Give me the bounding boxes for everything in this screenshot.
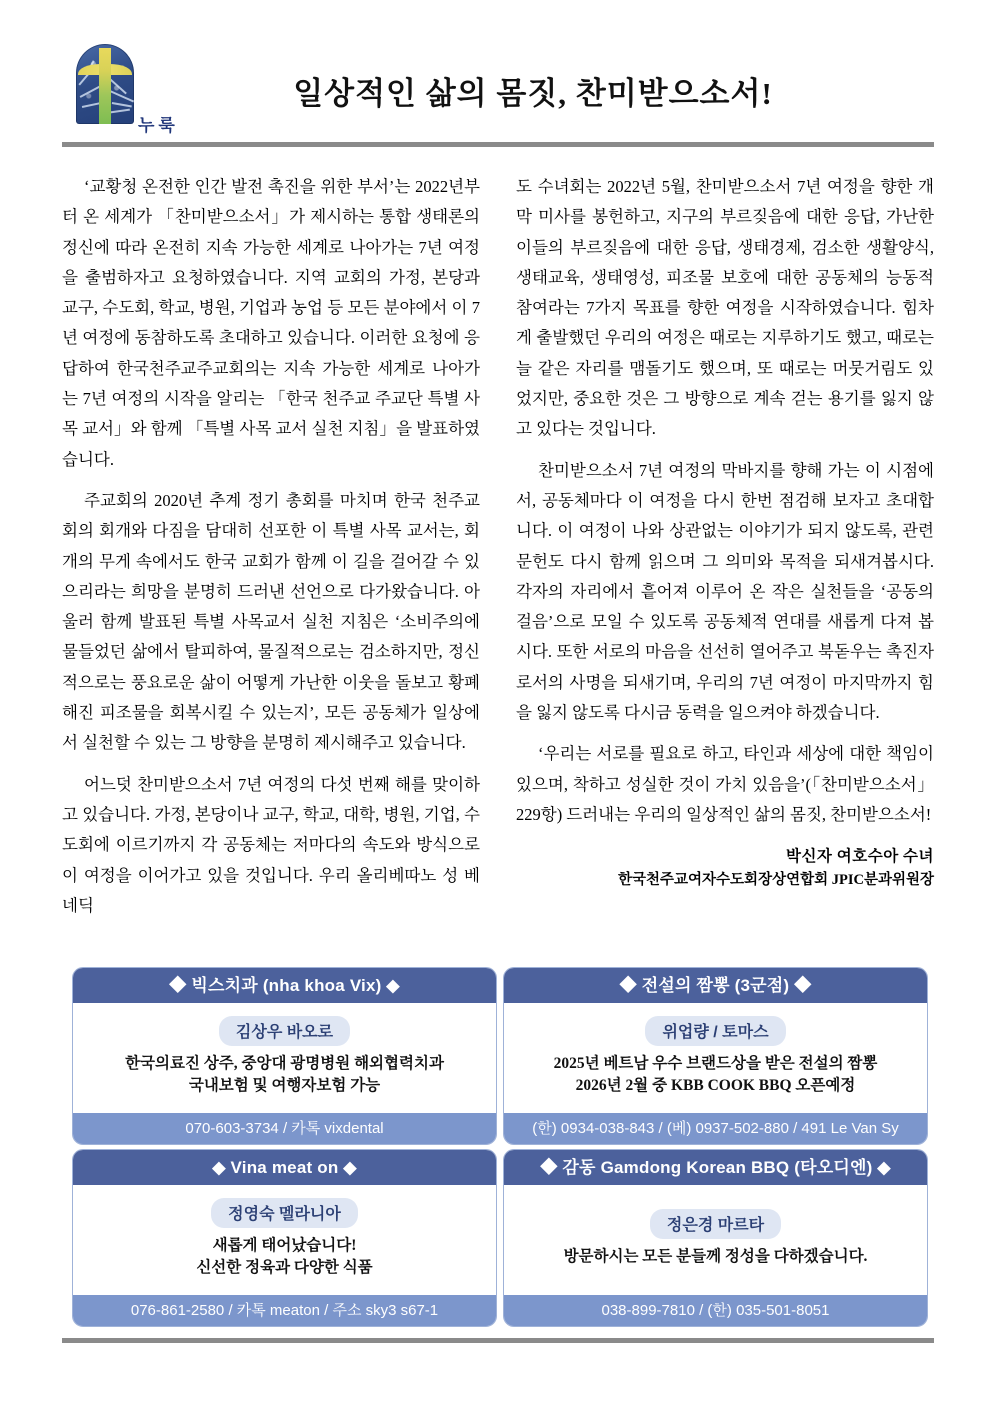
left-column xyxy=(62,172,480,932)
byline xyxy=(516,844,934,889)
ad-title: ◆ 빅스치과 (nha khoa Vix) ◆ xyxy=(73,968,496,1003)
right-column xyxy=(516,172,934,932)
paragraph: 주교회의 2020년 추계 정기 총회를 마치며 한국 천주교회의 회개와 다짐을 담대히 선포한 이 특별 사목 교서는, 회개의 무게 속에서도 한국 교회가 함께 이 길을 걸어갈 수 있으리라는 희망을 분명히 드러낸 선언으로 다가왔습니다. 아울러 함께 발표된 특별 사목교서 실천 지침은 ‘소비주의에 물들었던 삶에서 탈피하여, 물질적으로는 검소하지만, 정신적으로는 풍요로운 삶이 어떻게 가난한 이웃을 돌보고 황폐해진 피조물을 회복시킬 수 있는지’, 모든 공동체가 일상에서 실천할 수 있는 그 방향을 분명히 제시해주고 있습니다. xyxy=(62,490,480,753)
ad-contact-name-badge: 김상우 바오로 xyxy=(219,1016,350,1046)
page-title: 일상적인 삶의 몸짓, 찬미받으소서! xyxy=(293,75,773,111)
ad-contact-bar[interactable]: (한) 0934-038-843 / (베) 0937-502-880 / 491 Le Van Sy xyxy=(504,1113,927,1144)
ad-card[interactable] xyxy=(503,967,928,1145)
cross-vertical-bar-icon xyxy=(99,48,111,124)
ad-body xyxy=(73,1185,496,1295)
ad-card[interactable] xyxy=(503,1149,928,1327)
logo xyxy=(62,42,179,138)
ad-contact-name-badge: 정영숙 멜라니아 xyxy=(211,1198,358,1228)
masthead xyxy=(62,42,934,138)
paragraph: ‘교황청 온전한 인간 발전 촉진을 위한 부서’는 2022년부터 온 세계가 「찬미받으소서」가 제시하는 통합 생태론의 정신에 따라 온전히 지속 가능한 세계로 나아가는 7년 여정을 출범하자고 요청하였습니다. 지역 교회의 가정, 본당과 교구, 수도회, 학교, 병원, 기업과 농업 등 모든 분야에서 이 7년 여정에 동참하도록 초대하고 있습니다. 이러한 요청에 응답하여 한국천주교주교회의는 지속 가능한 세계로 나아가는 7년 여정의 시작을 알리는 「한국 천주교 주교단 특별 사목 교서」와 함께 「특별 사목 교서 실천 지침」을 발표하였습니다. xyxy=(62,177,480,469)
ad-contact-name-badge: 위업량 / 토마스 xyxy=(645,1016,785,1046)
ad-description-line: 신선한 정육과 다양한 식품 xyxy=(196,1258,373,1276)
ad-contact-name-badge: 정은경 마르타 xyxy=(650,1209,781,1239)
ad-description-line: 2025년 베트남 우수 브랜드상을 받은 전설의 짬뽕 xyxy=(553,1054,878,1072)
ad-description-line: 한국의료진 상주, 중앙대 광명병원 해외협력치과 xyxy=(125,1054,444,1072)
ad-description-line: 방문하시는 모든 분들께 정성을 다하겠습니다. xyxy=(563,1247,868,1265)
byline-affiliation: 한국천주교여자수도회장상연합회 JPIC분과위원장 xyxy=(618,872,934,889)
ad-description-line: 새롭게 태어났습니다! xyxy=(212,1236,357,1254)
byline-author: 박신자 여호수아 수녀 xyxy=(785,848,934,866)
paragraph: ‘우리는 서로를 필요로 하고, 타인과 세상에 대한 책임이 있으며, 착하고 성실한 것이 가치 있음을’(「찬미받으소서」 229항) 드러내는 우리의 일상적인 삶의 몸짓, 찬미받으소서! xyxy=(516,744,934,824)
ad-title: ◆ 전설의 짬뽕 (3군점) ◆ xyxy=(504,968,927,1003)
ad-card[interactable] xyxy=(72,967,497,1145)
ad-body xyxy=(73,1003,496,1113)
article-body xyxy=(62,172,934,932)
ad-description-line: 국내보험 및 여행자보험 가능 xyxy=(188,1076,381,1094)
ad-title: ◆ Vina meat on ◆ xyxy=(73,1150,496,1185)
paragraph: 도 수녀회는 2022년 5월, 찬미받으소서 7년 여정을 향한 개막 미사를 봉헌하고, 지구의 부르짖음에 대한 응답, 가난한 이들의 부르짖음에 대한 응답, 생태경제, 검소한 생활양식, 생태교육, 생태영성, 피조물 보호에 대한 공동체의 능동적 참여라는 7가지 목표를 향한 여정을 시작하였습니다. 힘차게 출발했던 우리의 여정은 때로는 지루하기도 했고, 때로는 늘 같은 자리를 맴돌기도 했으며, 또 때로는 머뭇거림도 있었지만, 중요한 것은 그 방향으로 계속 걷는 용기를 잃지 않고 있다는 것입니다. xyxy=(516,177,934,439)
ad-description-line: 2026년 2월 중 KBB COOK BBQ 오픈예정 xyxy=(575,1076,856,1094)
ad-contact-bar[interactable]: 038-899-7810 / (한) 035-501-8051 xyxy=(504,1295,927,1326)
advertisement-grid xyxy=(72,967,928,1327)
ad-body xyxy=(504,1185,927,1295)
header-divider xyxy=(62,142,934,147)
stained-glass-cross-window-icon xyxy=(76,44,134,124)
ad-body xyxy=(504,1003,927,1113)
ad-title: ◆ 감동 Gamdong Korean BBQ (타오디엔) ◆ xyxy=(504,1150,927,1185)
ad-contact-bar[interactable]: 070-603-3734 / 카톡 vixdental xyxy=(73,1113,496,1144)
paragraph: 찬미받으소서 7년 여정의 막바지를 향해 가는 이 시점에서, 공동체마다 이 여정을 다시 한번 점검해 보자고 초대합니다. 이 여정이 나와 상관없는 이야기가 되지 않도록, 관련 문헌도 다시 함께 읽으며 그 의미와 목적을 되새겨봅시다. 각자의 자리에서 흩어져 이루어 온 작은 실천들을 ‘공동의 걸음’으로 모일 수 있도록 공동체적 연대를 새롭게 다져 봅시다. 또한 서로의 마음을 선선히 열어주고 북돋우는 촉진자로서의 사명을 되새기며, 우리의 7년 여정이 마지막까지 힘을 잃지 않도록 다시금 동력을 일으켜야 하겠습니다. xyxy=(516,460,934,723)
footer-divider xyxy=(62,1338,934,1343)
ad-contact-bar[interactable]: 076-861-2580 / 카톡 meaton / 주소 sky3 s67-1 xyxy=(73,1295,496,1326)
ad-card[interactable] xyxy=(72,1149,497,1327)
paragraph: 어느덧 찬미받으소서 7년 여정의 다섯 번째 해를 맞이하고 있습니다. 가정, 본당이나 교구, 학교, 대학, 병원, 기업, 수도회에 이르기까지 각 공동체는 저마다의 속도와 방식으로 이 여정을 이어가고 있을 것입니다. 우리 올리베따노 성 베네딕 xyxy=(62,774,480,915)
logo-label: 누룩 xyxy=(138,116,179,135)
